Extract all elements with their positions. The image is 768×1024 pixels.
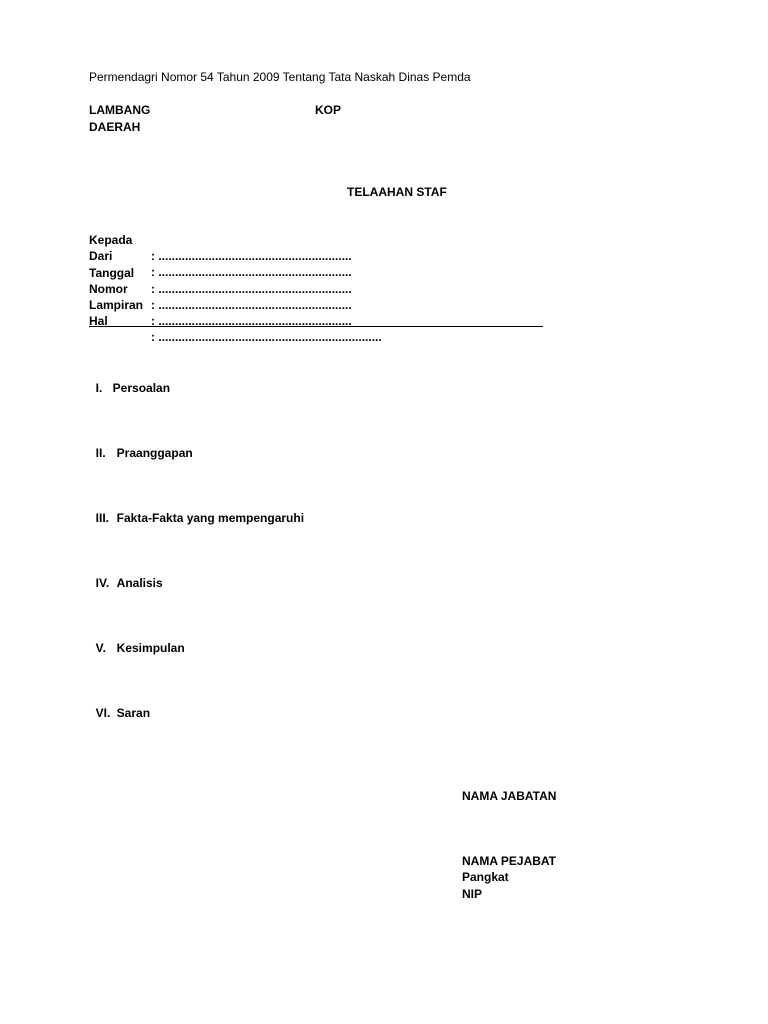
field-value: : .......................................................... xyxy=(151,282,352,296)
section-saran xyxy=(89,689,150,721)
section-persoalan xyxy=(89,364,170,396)
field-value: : .......................................................... xyxy=(151,298,352,312)
separator-line xyxy=(89,326,543,327)
field-label: Hal xyxy=(89,314,108,328)
field-label: Tanggal xyxy=(89,266,135,280)
field-value: : .......................................................... xyxy=(151,265,352,279)
daerah-label: DAERAH xyxy=(89,120,141,134)
section-praanggapan xyxy=(89,429,193,461)
signature-rank: Pangkat xyxy=(462,870,509,884)
field-label: Dari xyxy=(89,249,113,263)
regulation-reference: Permendagri Nomor 54 Tahun 2009 Tentang Tata Naskah Dinas Pemda xyxy=(89,70,471,84)
field-value: : ................................................................... xyxy=(151,330,382,344)
section-title: Saran xyxy=(116,706,151,720)
section-number: II. xyxy=(95,446,106,460)
section-title: Praanggapan xyxy=(116,446,193,460)
kop-label: KOP xyxy=(315,103,342,117)
signature-nip: NIP xyxy=(462,887,483,901)
lambang-label: LAMBANG xyxy=(89,103,151,117)
section-number: V. xyxy=(95,641,106,655)
field-value: : .......................................................... xyxy=(151,249,352,263)
section-fakta xyxy=(89,494,304,526)
signature-official-name: NAMA PEJABAT xyxy=(462,854,557,868)
section-title: Persoalan xyxy=(112,381,171,395)
field-value: : .......................................................... xyxy=(151,314,352,328)
section-kesimpulan xyxy=(89,624,185,656)
section-analisis xyxy=(89,559,163,591)
section-number: IV. xyxy=(95,576,110,590)
section-title: Kesimpulan xyxy=(116,641,185,655)
section-number: I. xyxy=(95,381,103,395)
field-label: Kepada xyxy=(89,233,133,247)
section-number: VI. xyxy=(95,706,111,720)
document-title: TELAAHAN STAF xyxy=(347,185,447,199)
section-title: Fakta-Fakta yang mempengaruhi xyxy=(116,511,305,525)
field-label: Nomor xyxy=(89,282,128,296)
field-hal xyxy=(89,297,489,344)
section-number: III. xyxy=(95,511,110,525)
section-title: Analisis xyxy=(116,576,163,590)
signature-position: NAMA JABATAN xyxy=(462,789,557,803)
field-label: Lampiran xyxy=(89,298,144,312)
